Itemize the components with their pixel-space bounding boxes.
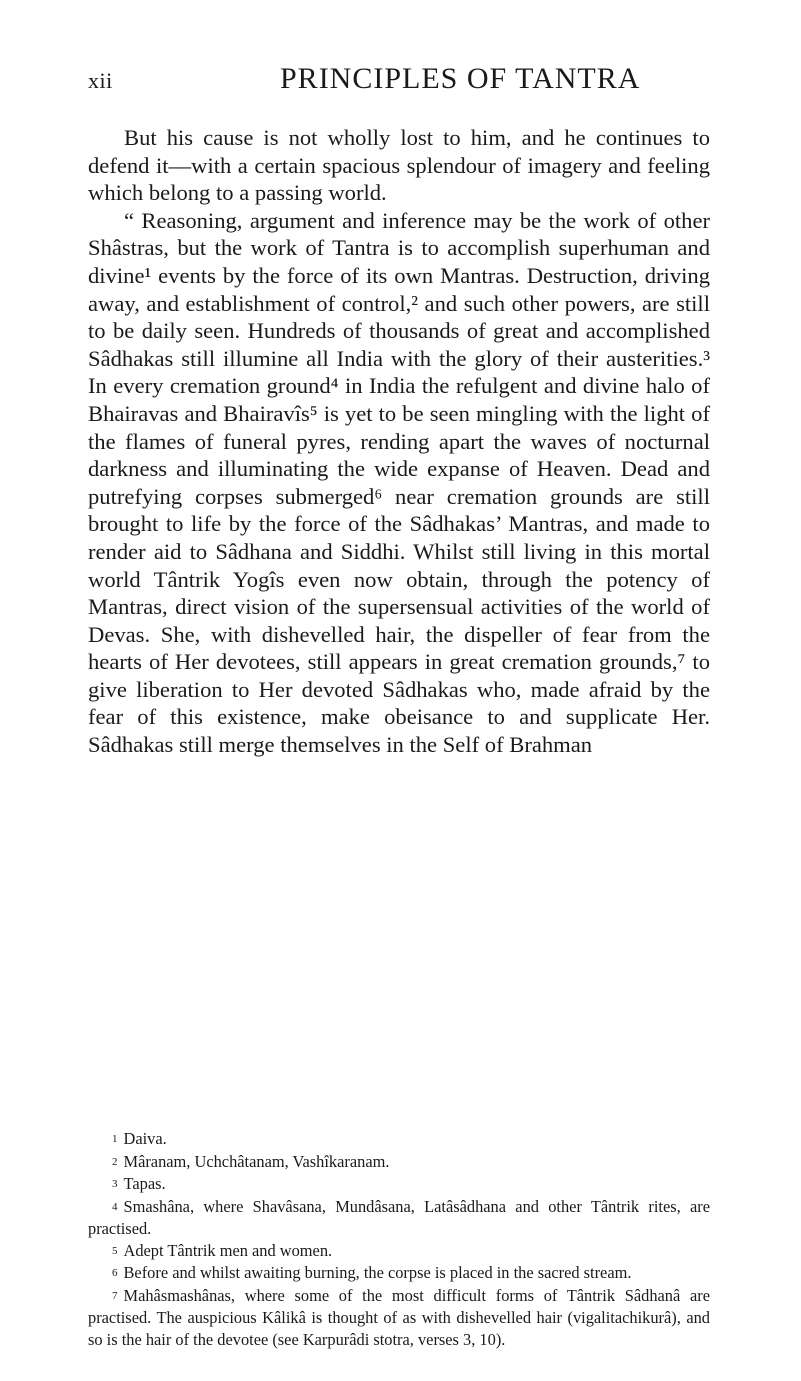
footnotes [88,1128,710,1350]
footnote-marker: 7 [112,1289,118,1302]
footnote-2 [88,1151,710,1174]
paragraph-intro: But his cause is not wholly lost to him, and he continues to defend it—with a certain spacious splendour of imagery and feeling which belong to a passing world. [88,125,710,206]
footnote-text: Tapas. [123,1174,166,1193]
footnote-marker: 1 [112,1133,118,1145]
footnote-5 [88,1240,710,1263]
footnote-marker: 2 [112,1155,118,1168]
footnote-text: Daiva. [123,1129,167,1148]
footnote-text: Mâranam, Uchchâtanam, Vashîkaranam. [123,1151,390,1171]
footnote-3 [88,1173,710,1196]
page-number: xii [88,68,113,93]
footnote-text: Before and whilst awaiting burning, the corpse is placed in the sacred stream. [123,1263,632,1282]
running-head [88,62,710,96]
footnote-text: Smashâna, where Shavâsana, Mundâsana, Latâsâdhana and other Tântrik rites, are practised. [88,1196,710,1238]
running-title: PRINCIPLES OF TANTRA [280,62,641,95]
footnote-7 [88,1285,710,1351]
footnote-marker: 3 [112,1178,118,1190]
footnote-marker: 5 [112,1244,118,1257]
footnote-text: Mahâsmashânas, where some of the most difficult forms of Tântrik Sâdhanâ are practised. The auspicious Kâlikâ is thought of as with dishevelled hair (vigalitachikurâ), and so is the hair of the devotee (see Karpurâdi stotra, verses 3, 10). [88,1285,710,1349]
footnote-marker: 4 [112,1200,118,1213]
paragraph-quotation: “ Reasoning, argument and inference may be the work of other Shâstras, but the work of Tantra is to accomplish superhuman and divine¹ events by the force of its own Mantras. Destruction, driving away, and establishment of control,² and such other powers, are still to be daily seen. Hundreds of thousands of great and accomplished Sâdhakas still illumine all India with the glory of their austerities.³ In every cremation ground⁴ in India the refulgent and divine halo of Bhairavas and Bhairavîs⁵ is yet to be seen mingling with the light of the flames of funeral pyres, rending apart the waves of nocturnal darkness and illuminating the wide expanse of Heaven. Dead and putrefying corpses submerged⁶ near cremation grounds are still brought to life by the force of the Sâdhakas’ Mantras, and made to render aid to Sâdhana and Siddhi. Whilst still living in this mortal world Tântrik Yogîs even now obtain, through the potency of Mantras, direct vision of the supersensual activities of the world of Devas. She, with dishevelled hair, the dispeller of fear from the hearts of Her devotees, still appears in great cremation grounds,⁷ to give liberation to Her devoted Sâdhakas who, made afraid by the fear of this existence, make obeisance to and supplicate Her. Sâdhakas still merge themselves in the Self of Brahman [88,207,710,758]
footnote-6 [88,1262,710,1285]
footnote-1 [88,1128,710,1151]
body-text [88,124,710,759]
footnote-4 [88,1196,710,1240]
footnote-text: Adept Tântrik men and women. [123,1240,333,1260]
footnote-marker: 6 [112,1267,118,1279]
